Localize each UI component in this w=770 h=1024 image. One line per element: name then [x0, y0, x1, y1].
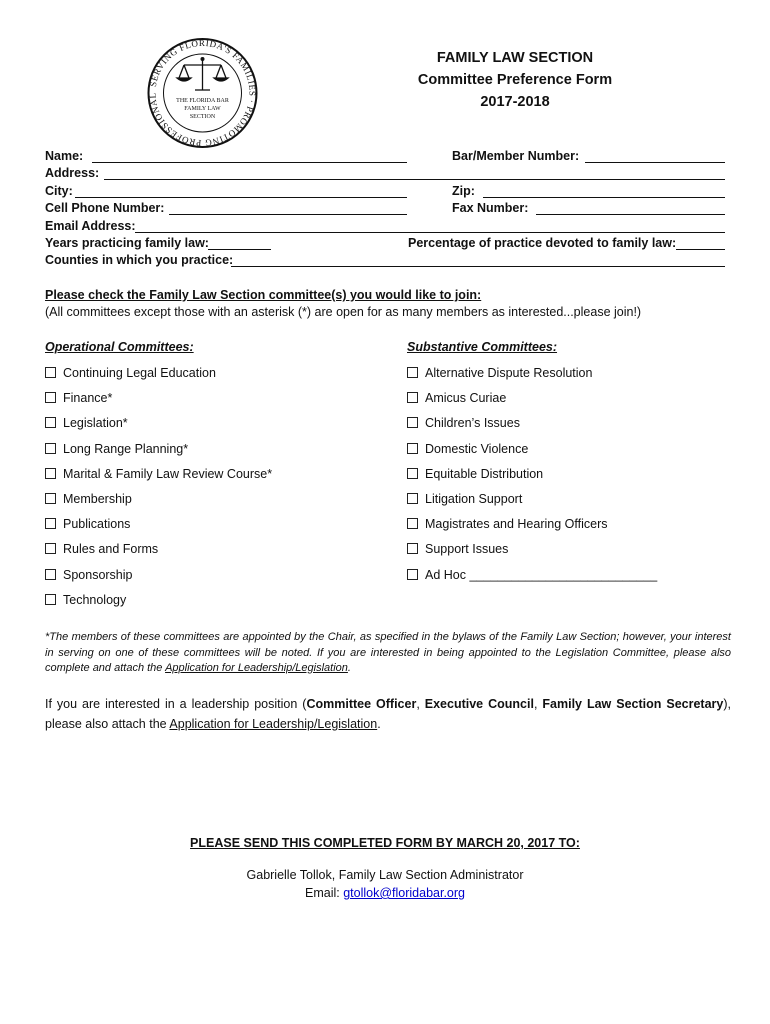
- city-field[interactable]: [75, 185, 407, 198]
- form-title: FAMILY LAW SECTION: [436, 50, 594, 66]
- instructions-heading: Please check the Family Law Section committee(s) you would like to join:: [45, 288, 482, 302]
- operational-heading: Operational Committees:: [45, 340, 194, 354]
- list-item[interactable]: Legislation*: [45, 416, 272, 441]
- counties-label: Counties in which you practice:: [45, 253, 234, 267]
- checkbox[interactable]: [45, 493, 56, 504]
- list-item[interactable]: Children’s Issues: [407, 416, 657, 441]
- bar-number-field[interactable]: [585, 150, 725, 163]
- fax-label: Fax Number:: [452, 201, 529, 215]
- list-item[interactable]: Technology: [45, 593, 272, 618]
- email-link[interactable]: gtollok@floridabar.org: [343, 886, 465, 900]
- substantive-heading: Substantive Committees:: [407, 340, 558, 354]
- list-item[interactable]: Publications: [45, 517, 272, 542]
- checkbox[interactable]: [407, 392, 418, 403]
- counties-field[interactable]: [231, 254, 725, 267]
- list-item[interactable]: Support Issues: [407, 542, 657, 567]
- checkbox[interactable]: [45, 569, 56, 580]
- checkbox[interactable]: [45, 417, 56, 428]
- checkbox[interactable]: [45, 468, 56, 479]
- form-years: 2017-2018: [480, 94, 550, 110]
- list-item[interactable]: Finance*: [45, 391, 272, 416]
- list-item[interactable]: Membership: [45, 492, 272, 517]
- checkbox[interactable]: [407, 543, 418, 554]
- list-item[interactable]: Long Range Planning*: [45, 442, 272, 467]
- seal-line-1: THE FLORIDA BAR: [176, 98, 229, 104]
- email-label: Email Address:: [45, 219, 136, 233]
- name-label: Name:: [45, 149, 84, 163]
- percentage-label: Percentage of practice devoted to family law:: [408, 236, 677, 250]
- checkbox[interactable]: [407, 417, 418, 428]
- checkbox[interactable]: [45, 443, 56, 454]
- years-practicing-label: Years practicing family law:: [45, 236, 209, 250]
- substantive-list: [407, 366, 657, 593]
- footnote: *The members of these committees are appointed by the Chair, as specified in the bylaws of the Family Law Section; however, your interest in serving on one of these committees will be noted. If you are interested in being appointed to the Legislation Committee, please also complete and attach the Application for Leadership/Legislation.: [45, 631, 731, 674]
- fax-field[interactable]: [536, 202, 725, 215]
- checkbox[interactable]: [407, 443, 418, 454]
- address-field[interactable]: [104, 167, 725, 180]
- checkbox[interactable]: [45, 367, 56, 378]
- list-item[interactable]: Sponsorship: [45, 568, 272, 593]
- list-item[interactable]: Continuing Legal Education: [45, 366, 272, 391]
- checkbox[interactable]: [45, 594, 56, 605]
- email-line: Email: gtollok@floridabar.org: [305, 886, 465, 900]
- seal-line-3: SECTION: [189, 114, 216, 120]
- leadership-paragraph: If you are interested in a leadership position (Committee Officer, Executive Council, Family Law Section Secretary), please also attach the Application for Leadership/Legislation.: [45, 697, 731, 731]
- list-item[interactable]: Rules and Forms: [45, 542, 272, 567]
- checkbox[interactable]: [407, 367, 418, 378]
- contact-line: Gabrielle Tollok, Family Law Section Administrator: [246, 868, 524, 882]
- checkbox[interactable]: [407, 518, 418, 529]
- list-item[interactable]: Magistrates and Hearing Officers: [407, 517, 657, 542]
- list-item[interactable]: Domestic Violence: [407, 442, 657, 467]
- bar-number-label: Bar/Member Number:: [452, 149, 580, 163]
- checkbox[interactable]: [407, 493, 418, 504]
- checkbox[interactable]: [45, 392, 56, 403]
- operational-list: [45, 366, 272, 618]
- list-item[interactable]: Amicus Curiae: [407, 391, 657, 416]
- zip-label: Zip:: [452, 184, 475, 198]
- percentage-field[interactable]: [676, 237, 725, 250]
- checkbox[interactable]: [45, 518, 56, 529]
- list-item[interactable]: Marital & Family Law Review Course*: [45, 467, 272, 492]
- list-item[interactable]: Ad Hoc ___________________________: [407, 568, 657, 593]
- email-field[interactable]: [135, 220, 725, 233]
- list-item[interactable]: Alternative Dispute Resolution: [407, 366, 657, 391]
- instructions-subtext: (All committees except those with an asterisk (*) are open for as many members as interested...please join!): [45, 305, 642, 319]
- years-practicing-field[interactable]: [208, 237, 271, 250]
- svg-text:SERVING FLORIDA'S FAMILIES · P: SERVING FLORIDA'S FAMILIES · PROMOTING PROFESSIONAL: [147, 38, 258, 148]
- cell-phone-field[interactable]: [169, 202, 407, 215]
- checkbox[interactable]: [407, 569, 418, 580]
- cell-phone-label: Cell Phone Number:: [45, 201, 165, 215]
- seal-line-2: FAMILY LAW: [184, 106, 221, 112]
- deadline-heading: PLEASE SEND THIS COMPLETED FORM BY MARCH 20, 2017 TO:: [190, 836, 580, 850]
- address-label: Address:: [45, 166, 100, 180]
- list-item[interactable]: Equitable Distribution: [407, 467, 657, 492]
- family-law-section-seal: [140, 38, 265, 148]
- city-label: City:: [45, 184, 73, 198]
- zip-field[interactable]: [483, 185, 725, 198]
- list-item[interactable]: Litigation Support: [407, 492, 657, 517]
- checkbox[interactable]: [407, 468, 418, 479]
- name-field[interactable]: [92, 150, 407, 163]
- application-link[interactable]: Application for Leadership/Legislation: [165, 662, 348, 674]
- application-link[interactable]: Application for Leadership/Legislation: [169, 717, 378, 731]
- checkbox[interactable]: [45, 543, 56, 554]
- form-subtitle: Committee Preference Form: [417, 72, 613, 88]
